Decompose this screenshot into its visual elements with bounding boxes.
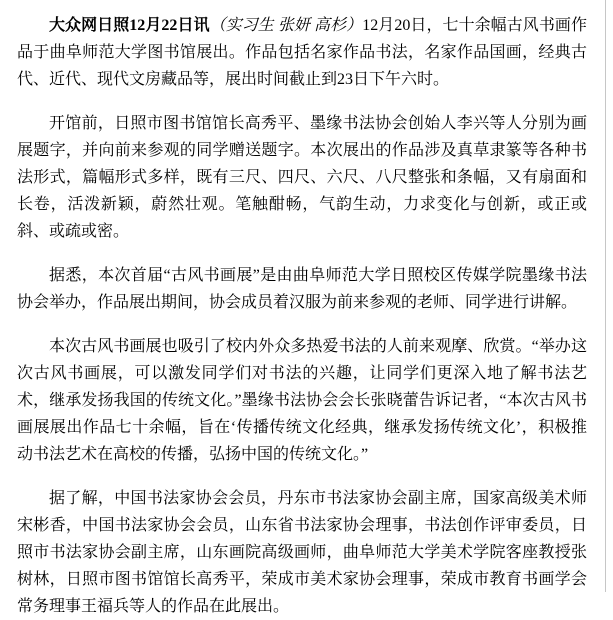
paragraph-lead-text: 12月20日，七十余幅古风书画作品于曲阜师范大学图书馆展出。作品包括名家作品书法，名家作品国画，经典古代、近代、现代文房藏品等，展出时间截止到23日下午六时。: [17, 17, 587, 88]
byline-interns: （实习生 张妍 高杉）: [209, 17, 363, 34]
paragraph-artists-list: 据了解，中国书法家协会会员，丹东市书法家协会副主席，国家高级美术师宋彬香，中国书法家协会会员，山东省书法家协会理事，书法创作评审委员，日照市书法家协会副主席，山东画院高级画师，曲阜师范大学美术学院客座教授张树林，日照市图书馆馆长高秀平，荣成市美术家协会理事，荣成市教育书画学会常务理事王福兵等人的作品在此展出。: [17, 490, 587, 615]
page-right-border-rule: [605, 0, 606, 592]
paragraph-visitors-quote: 本次古风书画展也吸引了校内外众多热爱书法的人前来观摩、欣赏。“举办这次古风书画展，可以激发同学们对书法的兴趣，让同学们更深入地了解书法艺术，继承发扬我国的传统文化。”墨缘书法协会会长张晓蕾告诉记者，“本次古风书画展展出作品七十余幅，旨在‘传播传统文化经典，继承发扬传统文化’，积极推动书法艺术在高校的传播，弘扬中国的传统文化。”: [17, 338, 587, 463]
paragraph-organizer: 据悉，本次首届“古风书画展”是由曲阜师范大学日照校区传媒学院墨缘书法协会举办，作品展出期间，协会成员着汉服为前来参观的老师、同学进行讲解。: [17, 267, 587, 311]
paragraph-lead: [17, 12, 587, 93]
paragraph-opening-ceremony: 开馆前，日照市图书馆馆长高秀平、墨缘书法协会创始人李兴等人分别为画展题字，并向前来参观的同学赠送题字。本次展出的作品涉及真草隶篆等各种书法形式，篇幅形式多样，既有三尺、四尺、六尺、八尺整张和条幅，又有扇面和长卷，活泼新颖，蔚然壮观。笔触酣畅，气韵生动，力求变化与创新，或正或斜、或疏或密。: [17, 115, 587, 240]
dateline-lead: 大众网日照12月22日讯: [49, 17, 210, 34]
